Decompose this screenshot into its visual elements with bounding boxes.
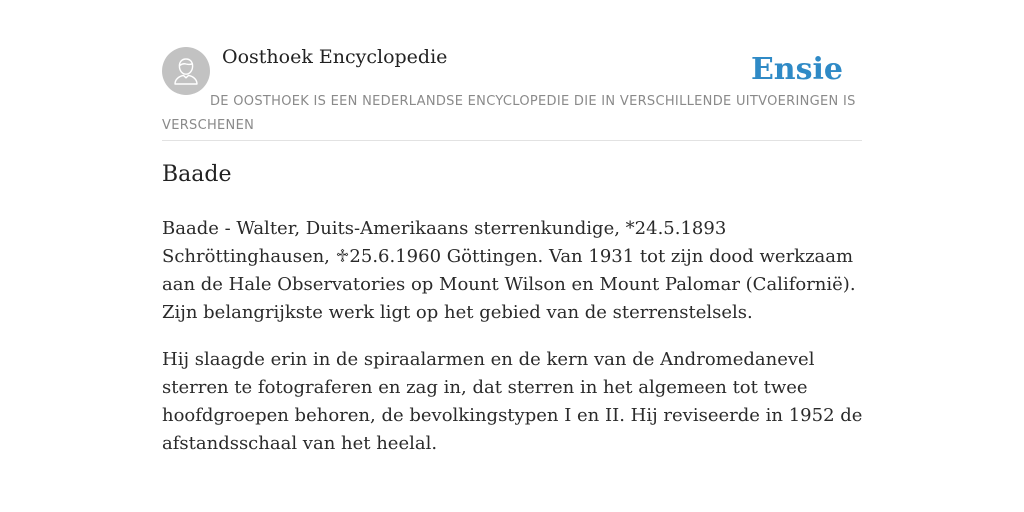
site-header	[162, 44, 862, 141]
page-title: Baade	[162, 162, 232, 187]
site-name[interactable]: Oosthoek Encyclopedie	[222, 46, 448, 68]
article-body	[162, 215, 868, 477]
article-paragraph: Baade - Walter, Duits-Amerikaans sterrenkundige, *24.5.1893 Schröttinghausen, ♱25.6.1960 Göttingen. Van 1931 tot zijn dood werkzaam aan de Hale Observatories op Mount Wilson en Mount Palomar (Californië). Zijn belangrijkste werk ligt op het gebied van de sterrenstelsels.	[162, 218, 856, 323]
site-tagline: DE OOSTHOEK IS EEN NEDERLANDSE ENCYCLOPEDIE DIE IN VERSCHILLENDE UITVOERINGEN IS VERSCHENEN	[162, 94, 856, 133]
brand-logo[interactable]: Ensie	[750, 52, 843, 87]
user-placeholder-icon[interactable]	[162, 47, 210, 95]
article-paragraph: Hij slaagde erin in de spiraalarmen en de kern van de Andromedanevel sterren te fotograferen en zag in, dat sterren in het algemeen tot twee hoofdgroepen behoren, de bevolkingstypen I en II. Hij reviseerde in 1952 de afstandsschaal van het heelal.	[162, 349, 863, 454]
